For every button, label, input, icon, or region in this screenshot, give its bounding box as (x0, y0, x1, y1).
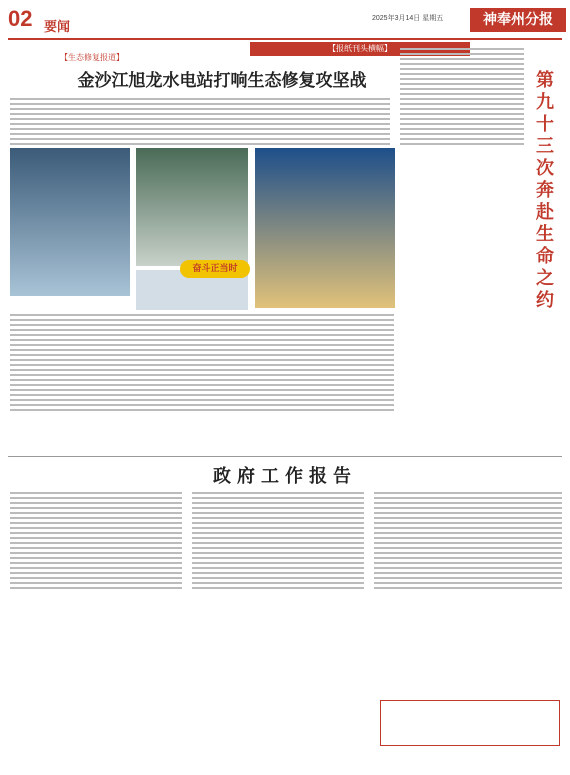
feature-badge: 奋斗正当时 (180, 260, 250, 278)
header-rule (8, 38, 562, 40)
section-label: 要闻 (44, 20, 71, 35)
header-banner: 【报纸刊头横幅】 (250, 42, 470, 56)
section2-col-2 (192, 492, 364, 589)
article-body-left (10, 98, 390, 145)
page-number: 02 (8, 6, 33, 31)
photo-worker-1 (10, 148, 130, 296)
sidebar-body (400, 48, 524, 145)
date-line: 2025年3月14日 星期五 (372, 15, 444, 22)
section-divider (8, 456, 562, 457)
section2-col-3 (374, 492, 562, 589)
article-kicker: 【生态修复报道】 (60, 53, 124, 62)
sidebar-vertical-title: 第九十三次奔赴生命之约 (536, 70, 554, 311)
section2-col-1 (10, 492, 182, 589)
section2-title: 政府工作报告 (213, 466, 357, 487)
highlight-box (380, 700, 560, 746)
article-headline: 金沙江旭龙水电站打响生态修复攻坚战 (77, 71, 367, 91)
brand-masthead: 神奉州分报 (470, 8, 566, 32)
photo-worker-2 (136, 148, 248, 266)
article-body-lower (10, 314, 394, 411)
photo-worker-3 (255, 148, 395, 308)
